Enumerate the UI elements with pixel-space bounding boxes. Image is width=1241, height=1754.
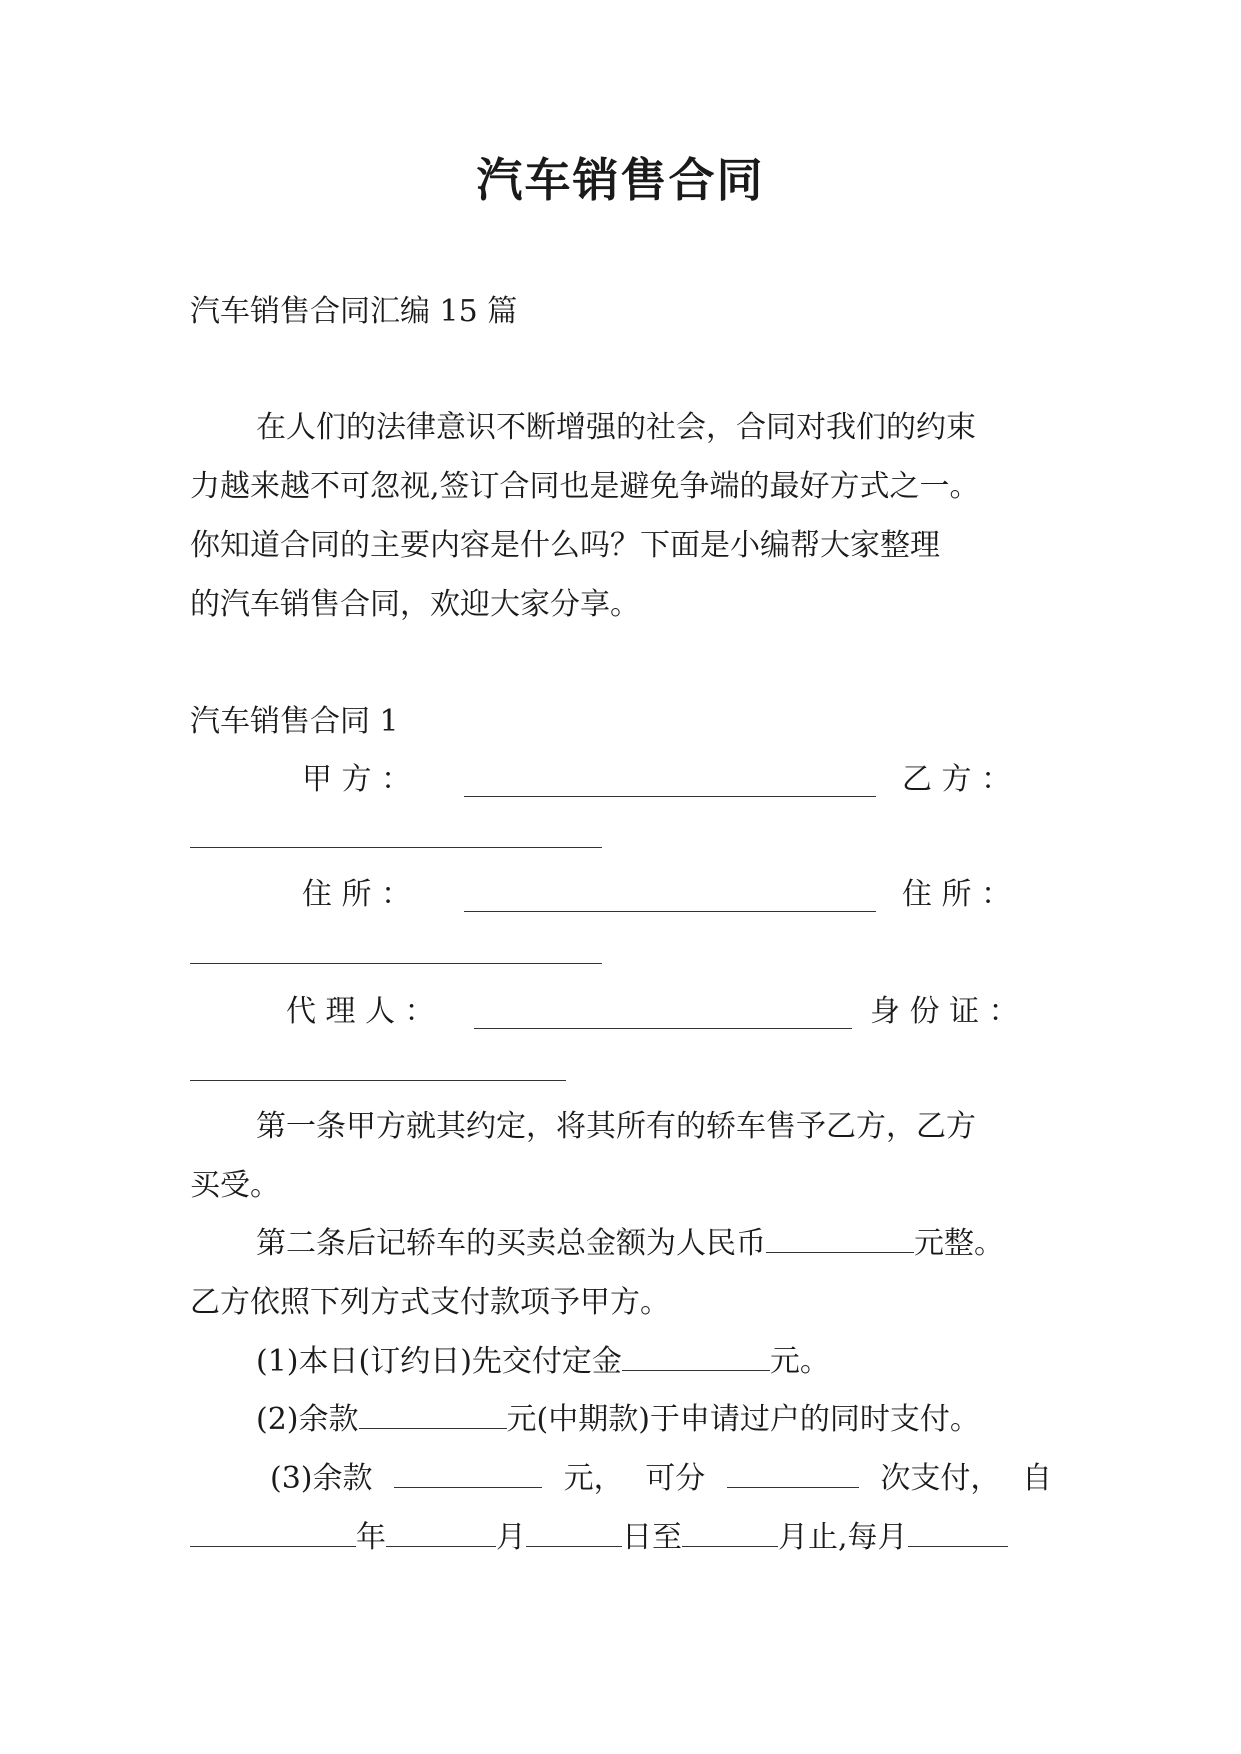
payment-2-text-b: 元(中期款)于申请过户的同时支付。 <box>506 1402 980 1437</box>
payment-3-text-b: 元， <box>563 1461 624 1496</box>
address-b-blank[interactable] <box>190 962 602 964</box>
section-title: 汽车销售合同 1 <box>190 704 399 739</box>
payment-1-text-a: (1)本日(订约日)先交付定金 <box>256 1344 622 1379</box>
agent-label: 代 理 人 ： <box>286 994 435 1029</box>
balance-blank[interactable] <box>394 1459 542 1488</box>
intro-line-1 <box>256 408 1052 448</box>
party-a-label: 甲 方 ： <box>302 762 412 797</box>
payment-3-line-2 <box>190 1518 1052 1558</box>
payment-1-text-b: 元。 <box>769 1344 830 1379</box>
installments-blank[interactable] <box>727 1459 859 1488</box>
start-day-blank[interactable] <box>526 1518 622 1547</box>
party-a-blank[interactable] <box>464 768 876 797</box>
address-a-label: 住 所 ： <box>302 877 412 912</box>
payment-3-text-d: 次支付， <box>880 1461 1001 1496</box>
clause-2-text-a: 第二条后记轿车的买卖总金额为人民币 <box>256 1226 766 1261</box>
clause-2-text-b: 元整。 <box>914 1226 1004 1261</box>
clause-1-line-2: 买受。 <box>190 1168 280 1203</box>
address-b-label: 住 所 ： <box>902 877 1012 912</box>
document-subtitle: 汽车销售合同汇编 15 篇 <box>190 294 518 329</box>
clause-2-line-2: 乙方依照下列方式支付款项予甲方。 <box>190 1285 670 1320</box>
end-month-blank[interactable] <box>682 1518 778 1547</box>
id-card-blank[interactable] <box>190 1079 566 1081</box>
payment-3-text-c: 可分 <box>645 1461 706 1496</box>
day-to-label: 日至 <box>622 1520 682 1555</box>
address-a-blank[interactable] <box>464 883 876 912</box>
intro-text-1: 在人们的法律意识不断增强的社会，合同对我们的约束 <box>256 410 976 445</box>
intro-line-3: 你知道合同的主要内容是什么吗？下面是小编帮大家整理 <box>190 528 940 563</box>
id-card-label: 身 份 证 ： <box>870 994 1019 1029</box>
start-year-blank[interactable] <box>190 1518 356 1547</box>
payment-2-line <box>256 1400 1052 1440</box>
payment-3-text-a: (3)余款 <box>270 1461 373 1496</box>
intro-line-4: 的汽车销售合同，欢迎大家分享。 <box>190 587 640 622</box>
clause-1-line-1: 第一条甲方就其约定，将其所有的轿车售予乙方，乙方 <box>256 1109 976 1144</box>
document-title: 汽车销售合同 <box>476 153 765 207</box>
monthly-amount-blank[interactable] <box>908 1518 1008 1547</box>
payment-2-text-a: (2)余款 <box>256 1402 359 1437</box>
agent-blank[interactable] <box>474 1000 852 1029</box>
end-month-label: 月止,每月 <box>778 1520 908 1555</box>
payment-1-line <box>256 1342 1052 1382</box>
mid-payment-blank[interactable] <box>359 1400 507 1429</box>
deposit-blank[interactable] <box>622 1342 770 1371</box>
payment-3-text-e: 自 <box>1021 1461 1052 1496</box>
party-b-label: 乙 方 ： <box>902 762 1012 797</box>
intro-line-2: 力越来越不可忽视,签订合同也是避免争端的最好方式之一。 <box>190 469 980 504</box>
year-label: 年 <box>356 1520 386 1555</box>
party-b-blank[interactable] <box>190 846 602 848</box>
month-label: 月 <box>496 1520 526 1555</box>
clause-2-line-1 <box>256 1224 1052 1264</box>
total-amount-blank[interactable] <box>766 1224 914 1253</box>
payment-3-line-1 <box>270 1459 1052 1499</box>
start-month-blank[interactable] <box>386 1518 496 1547</box>
